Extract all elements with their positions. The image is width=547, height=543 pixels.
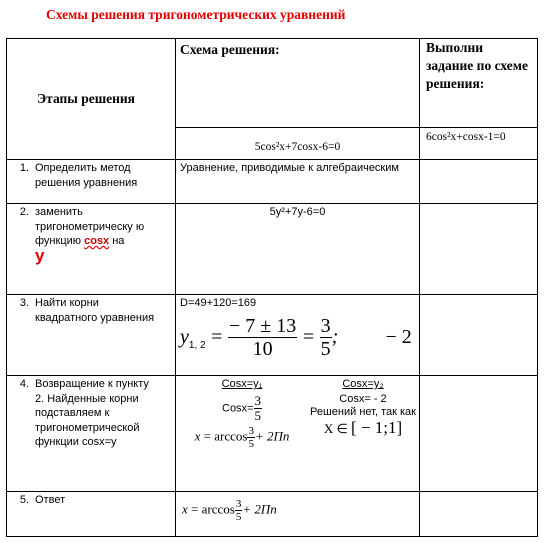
example-equation-cell bbox=[176, 128, 420, 160]
answer-cell bbox=[176, 492, 420, 537]
step-number: 4. bbox=[19, 378, 29, 390]
table-row bbox=[7, 295, 538, 376]
step-text bbox=[35, 205, 155, 265]
case-y2-value: Cosx= - 2 bbox=[339, 392, 387, 405]
step-y: у bbox=[35, 245, 45, 265]
case-y1-cos: Cosx= bbox=[222, 402, 254, 415]
root-subscript: 1, 2 bbox=[188, 339, 206, 351]
root-lhs: y bbox=[180, 325, 189, 348]
answer-numerator: 3 bbox=[235, 498, 242, 510]
step-cell bbox=[7, 160, 176, 204]
task-cell bbox=[420, 160, 538, 204]
case-y1-fraction bbox=[254, 394, 263, 424]
case-y1-arccos-denominator: 5 bbox=[248, 438, 254, 451]
case-y1-tail: + 2Пn bbox=[254, 428, 290, 444]
scheme-text: 5y²+7y-6=0 bbox=[269, 206, 326, 218]
task-cell bbox=[420, 492, 538, 537]
step-number: 5. bbox=[19, 494, 29, 506]
case-y1 bbox=[176, 377, 308, 450]
case-y1-arccos-fraction bbox=[247, 425, 255, 450]
task-cell bbox=[420, 376, 538, 492]
answer-denominator: 5 bbox=[235, 511, 242, 524]
step-number: 1. bbox=[19, 162, 29, 174]
case-y1-solution bbox=[176, 425, 308, 450]
case-y1-arccos-numerator: 3 bbox=[248, 425, 254, 438]
case-y2-set: X ∈ bbox=[323, 421, 348, 436]
step-text: Определить метод решения уравнения bbox=[35, 162, 138, 189]
root-second: − 2 bbox=[385, 325, 412, 348]
step-cell bbox=[7, 295, 176, 376]
table-row bbox=[7, 376, 538, 492]
stages-header-cell bbox=[7, 39, 176, 160]
step-na: на bbox=[112, 235, 125, 247]
step-text: Ответ bbox=[35, 494, 66, 506]
stages-header: Этапы решения bbox=[37, 91, 135, 106]
root-fraction bbox=[228, 315, 297, 360]
step-cell bbox=[7, 204, 176, 295]
step-text-main: заменить тригонометрическу ю функцию bbox=[35, 206, 145, 247]
root-value-denominator: 5 bbox=[320, 337, 331, 360]
table-row bbox=[7, 204, 538, 295]
step-number: 2. bbox=[19, 206, 29, 218]
answer-arccos: = arccos bbox=[191, 501, 235, 517]
answer-tail: + 2Пn bbox=[242, 501, 277, 517]
discriminant: D=49+120=169 bbox=[180, 297, 257, 309]
root-value-numerator: 3 bbox=[320, 314, 331, 337]
step-text: Возвращение к пункту 2. Найденные корни подставляем к тригонометрической функции cosx=y bbox=[35, 378, 149, 448]
root-denominator: 10 bbox=[252, 337, 273, 360]
task-header: Выполни задание по схеме решения: bbox=[426, 40, 528, 91]
scheme-cell bbox=[176, 376, 420, 492]
scheme-header: Схема решения: bbox=[180, 42, 280, 57]
case-y2-head: Cosx=y₂ bbox=[342, 378, 384, 390]
scheme-cell bbox=[176, 160, 420, 204]
case-y2-note: Решений нет, так как bbox=[310, 406, 416, 418]
scheme-header-cell bbox=[176, 39, 420, 128]
page-title: Схемы решения тригонометрических уравнений bbox=[46, 7, 346, 22]
case-y1-arccos: = arccos bbox=[203, 428, 248, 444]
solution-table bbox=[6, 38, 538, 537]
roots-formula: $y_{1, 2}$ = $\frac{- 7 \pm 13}{10}$ = $\frac{3}{5}$ ; − 2 bbox=[180, 314, 412, 360]
case-y1-x: x bbox=[194, 428, 201, 444]
root-numerator: − 7 ± 13 bbox=[228, 314, 297, 337]
table-row bbox=[7, 160, 538, 204]
step-text: Найти корни квадратного уравнения bbox=[35, 297, 155, 324]
task-cell bbox=[420, 204, 538, 295]
scheme-text: Уравнение, приводимые к алгебраическим bbox=[180, 162, 399, 174]
table-row bbox=[7, 492, 538, 537]
task-header-cell bbox=[420, 39, 538, 160]
case-y2-interval: [ − 1;1] bbox=[351, 418, 403, 437]
scheme-cell bbox=[176, 295, 420, 376]
task-equation: 6cos²x+cosx-1=0 bbox=[420, 127, 537, 145]
step-cell bbox=[7, 492, 176, 537]
root-value bbox=[320, 315, 332, 360]
step-cosx: cosx bbox=[84, 235, 110, 247]
case-y1-head: Cosx=y₁ bbox=[221, 378, 263, 390]
scheme-cell bbox=[176, 204, 420, 295]
step-cell bbox=[7, 376, 176, 492]
case-y2 bbox=[308, 377, 418, 450]
example-equation: 5cos²x+7cosx-6=0 bbox=[254, 141, 341, 153]
answer-x: x bbox=[182, 501, 188, 517]
step-number: 3. bbox=[19, 297, 29, 309]
case-y1-denominator: 5 bbox=[254, 407, 261, 423]
case-y1-numerator: 3 bbox=[254, 392, 261, 408]
task-cell bbox=[420, 295, 538, 376]
